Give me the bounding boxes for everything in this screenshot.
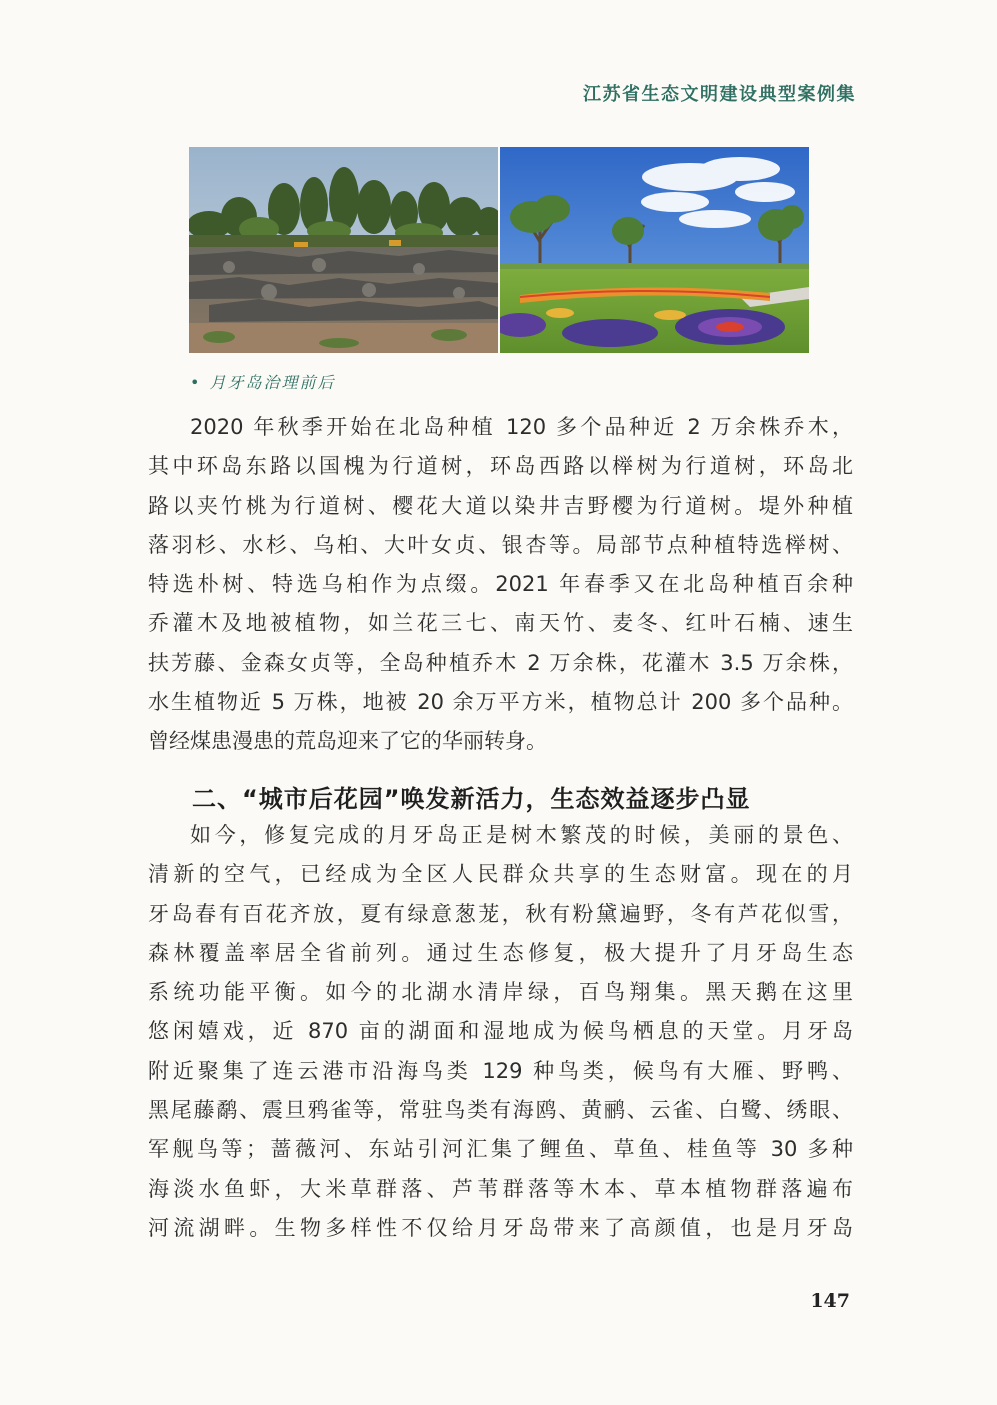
paragraph-line: 河流湖畔。生物多样性不仅给月牙岛带来了高颜值，也是月牙岛	[148, 1215, 853, 1240]
paragraph-line: 牙岛春有百花齐放，夏有绿意葱茏，秋有粉黛遍野，冬有芦花似雪，	[148, 901, 853, 926]
paragraph-line: 2020 年秋季开始在北岛种植 120 多个品种近 2 万余株乔木，	[190, 415, 853, 439]
body-paragraph-planting	[148, 408, 853, 762]
paragraph-line: 路以夹竹桃为行道树、樱花大道以染井吉野樱为行道树。堤外种植	[148, 493, 853, 518]
figure-caption-text: 月牙岛治理前后	[209, 373, 336, 392]
barren-island-before-photo	[189, 147, 498, 353]
paragraph-line: 悠闲嬉戏，近 870 亩的湖面和湿地成为候鸟栖息的天堂。月牙岛	[148, 1019, 853, 1044]
paragraph-line: 曾经煤患漫患的荒岛迎来了它的华丽转身。	[148, 729, 547, 754]
paragraph-line: 落羽杉、水杉、乌桕、大叶女贞、银杏等。局部节点种植特选榉树、	[148, 532, 853, 557]
paragraph-line: 森林覆盖率居全省前列。通过生态修复，极大提升了月牙岛生态	[148, 940, 853, 965]
body-paragraph-ecology	[148, 816, 853, 1248]
page-number: 147	[810, 1290, 850, 1312]
paragraph-line: 扶芳藤、金森女贞等，全岛种植乔木 2 万余株，花灌木 3.5 万余株，	[148, 650, 853, 675]
paragraph-line: 附近聚集了连云港市沿海鸟类 129 种鸟类，候鸟有大雁、野鸭、	[148, 1058, 853, 1083]
section-heading: 二、“城市后花园”唤发新活力，生态效益逐步凸显	[192, 785, 751, 813]
paragraph-line: 海淡水鱼虾，大米草群落、芦苇群落等木本、草本植物群落遍布	[148, 1176, 853, 1201]
flower-garden-after-photo	[500, 147, 809, 353]
running-header-title: 江苏省生态文明建设典型案例集	[583, 84, 856, 105]
paragraph-line: 水生植物近 5 万株，地被 20 余万平方米，植物总计 200 多个品种。	[148, 690, 853, 715]
before-after-figure	[189, 147, 809, 353]
paragraph-line: 特选朴树、特选乌桕作为点缀。2021 年春季又在北岛种植百余种	[148, 572, 853, 597]
paragraph-line: 其中环岛东路以国槐为行道树，环岛西路以榉树为行道树，环岛北	[148, 454, 853, 479]
caption-bullet-icon: •	[190, 373, 202, 392]
figure-caption	[190, 370, 335, 393]
paragraph-line: 黑尾藤鹬、震旦鸦雀等，常驻鸟类有海鸥、黄鹂、云雀、白鹭、绣眼、	[148, 1098, 853, 1123]
paragraph-line: 系统功能平衡。如今的北湖水清岸绿，百鸟翔集。黑天鹅在这里	[148, 980, 853, 1005]
paragraph-line: 清新的空气，已经成为全区人民群众共享的生态财富。现在的月	[148, 862, 853, 887]
paragraph-line: 乔灌木及地被植物，如兰花三七、南天竹、麦冬、红叶石楠、速生	[148, 611, 853, 636]
paragraph-line: 军舰鸟等；蔷薇河、东站引河汇集了鲤鱼、草鱼、桂鱼等 30 多种	[148, 1137, 853, 1162]
paragraph-line: 如今，修复完成的月牙岛正是树木繁茂的时候，美丽的景色、	[190, 823, 853, 847]
